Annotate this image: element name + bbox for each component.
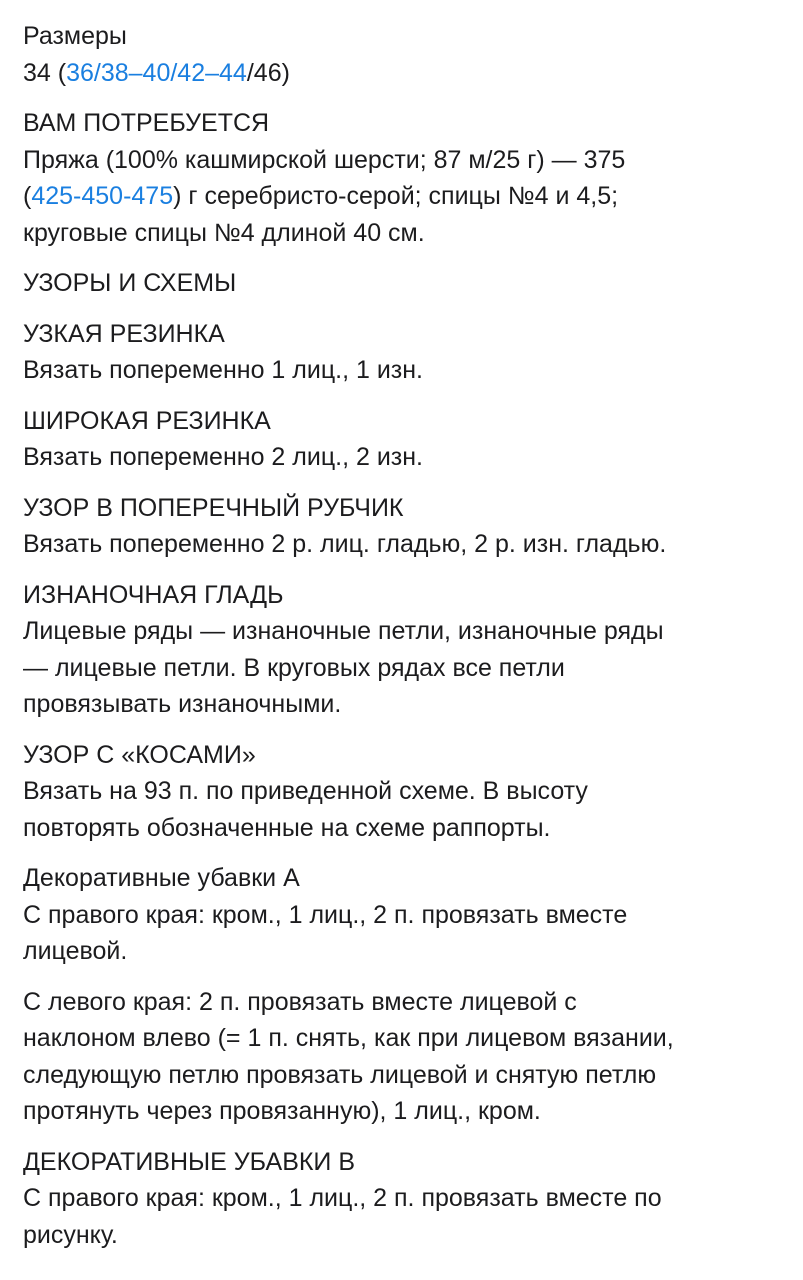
materials-block [23,105,779,251]
section-text-line: повторять обозначенные на схеме раппорты. [23,813,551,842]
materials-line-2-suffix: ) г серебристо-серой; спицы №4 и 4,5; [173,182,619,210]
pattern-section [23,403,779,476]
materials-line-1: Пряжа (100% кашмирской шерсти; 87 м/25 г) — 375 [23,145,626,174]
patterns-heading-block [23,265,779,302]
pattern-sections [23,316,779,1254]
pattern-section [23,1144,779,1254]
section-title: ДЕКОРАТИВНЫЕ УБАВКИ В [23,1147,356,1176]
section-text-line: провязывать изнаночными. [23,690,342,718]
section-text-line: С правого края: кром., 1 лиц., 2 п. провязать вместе [23,900,628,929]
section-text-line: Вязать попеременно 2 р. лиц. гладью, 2 р. изн. гладью. [23,530,667,558]
pattern-section [23,984,779,1130]
pattern-section [23,860,779,970]
materials-line-2-prefix: ( [23,182,32,210]
section-text-line: С левого края: 2 п. провязать вместе лицевой с [23,987,577,1016]
section-text-line: протянуть через провязанную), 1 лиц., кром. [23,1097,541,1125]
section-title: УЗОР С «КОСАМИ» [23,740,256,769]
section-title: ИЗНАНОЧНАЯ ГЛАДЬ [23,580,284,609]
materials-line-2 [23,178,779,215]
pattern-section [23,577,779,723]
section-title: УЗОР В ПОПЕРЕЧНЫЙ РУБЧИК [23,493,404,522]
materials-line-3: круговые спицы №4 длиной 40 см. [23,218,425,247]
materials-heading: ВАМ ПОТРЕБУЕТСЯ [23,109,270,137]
section-text-line: Вязать на 93 п. по приведенной схеме. В высоту [23,777,588,805]
sizes-block [23,18,779,91]
section-text-line: Вязать попеременно 2 лиц., 2 изн. [23,443,423,471]
materials-line-2-highlight: 425-450-475 [31,182,174,210]
sizes-prefix: 34 ( [23,58,67,87]
sizes-heading: Размеры [23,22,127,50]
patterns-heading: УЗОРЫ И СХЕМЫ [23,269,237,297]
pattern-section [23,737,779,847]
section-text-line: — лицевые петли. В круговых рядах все петли [23,653,565,682]
section-text-line: С правого края: кром., 1 лиц., 2 п. провязать вместе по [23,1184,662,1212]
pattern-section [23,316,779,389]
section-title: Декоративные убавки А [23,864,300,892]
sizes-highlighted: 36/38–40/42–44 [66,58,247,87]
section-text-line: Лицевые ряды — изнаночные петли, изнаночные ряды [23,617,664,645]
section-title: ШИРОКАЯ РЕЗИНКА [23,406,271,435]
section-text-line: лицевой. [23,937,128,965]
sizes-suffix: /46) [246,58,290,87]
section-text-line: Вязать попеременно 1 лиц., 1 изн. [23,356,423,384]
section-text-line: наклоном влево (= 1 п. снять, как при лицевом вязании, [23,1024,674,1052]
section-text-line: следующую петлю провязать лицевой и снятую петлю [23,1060,657,1089]
section-title: УЗКАЯ РЕЗИНКА [23,319,225,348]
pattern-section [23,490,779,563]
sizes-values [23,55,779,92]
section-text-line: рисунку. [23,1220,118,1249]
